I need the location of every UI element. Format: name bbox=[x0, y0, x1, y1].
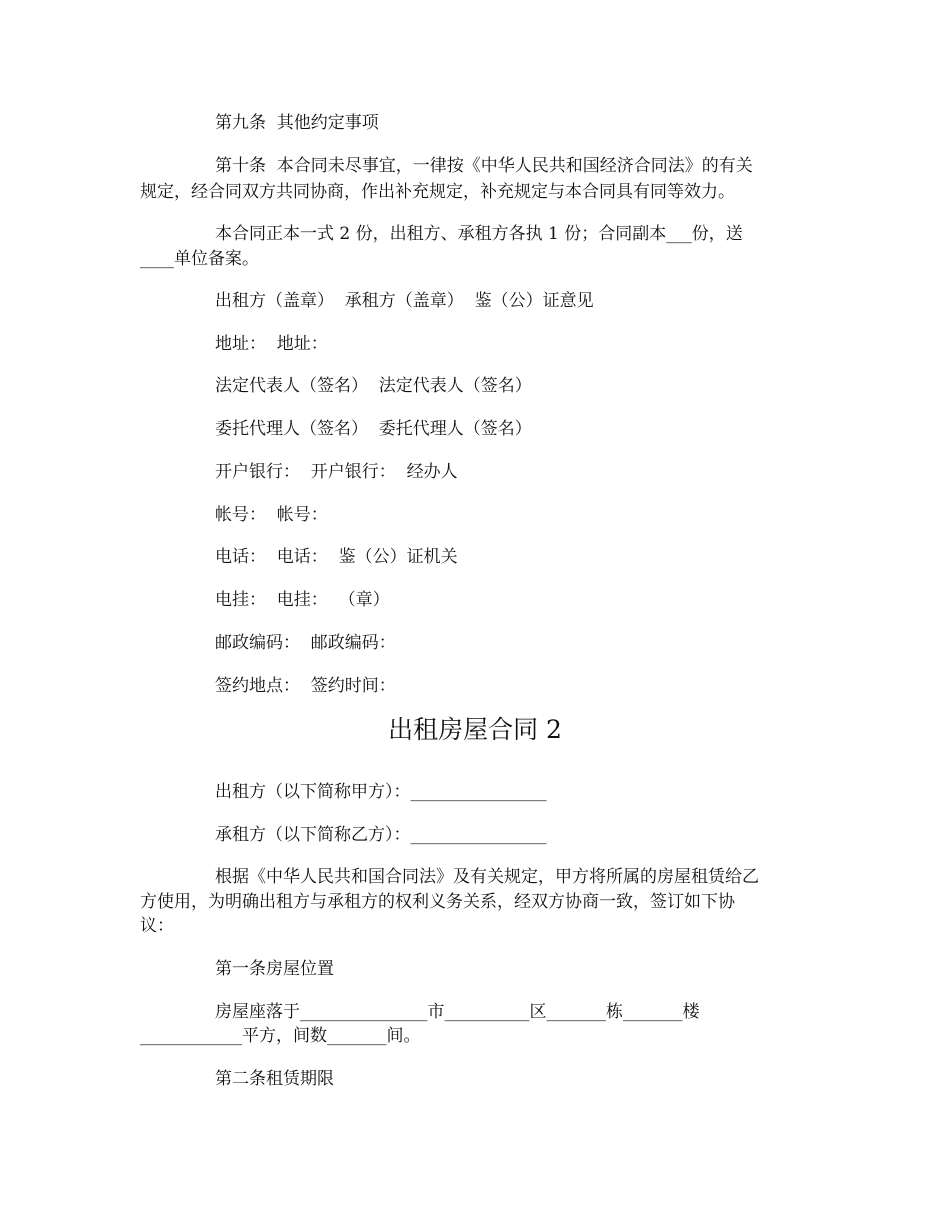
article-2-heading: 第二条租赁期限 bbox=[215, 1069, 334, 1089]
preamble-line-2: 方使用，为明确出租方与承租方的权利义务关系，经双方协商一致，签订如下协 bbox=[140, 892, 735, 912]
contract-2-title: 出租房屋合同 2 bbox=[388, 715, 562, 744]
telegram-line: 电挂： 电挂： （章） bbox=[215, 590, 390, 610]
article-1-heading: 第一条房屋位置 bbox=[215, 959, 334, 979]
address-line: 地址： 地址： bbox=[215, 334, 328, 354]
phone-line: 电话： 电话： 鉴（公）证机关 bbox=[215, 547, 458, 567]
signing-place-line: 签约地点： 签约时间： bbox=[215, 676, 396, 696]
account-line: 帐号： 帐号： bbox=[215, 505, 328, 525]
postal-code-line: 邮政编码： 邮政编码： bbox=[215, 633, 396, 653]
copies-line-1: 本合同正本一式 2 份，出租方、承租方各执 1 份；合同副本___份，送 bbox=[215, 224, 743, 244]
lessor-line: 出租方（以下简称甲方）：________________ bbox=[215, 782, 547, 802]
article-9-heading: 第九条 其他约定事项 bbox=[215, 113, 379, 133]
location-line-1: 房屋座落于_______________市__________区_______栋_______楼 bbox=[215, 1002, 700, 1022]
preamble-line-1: 根据《中华人民共和国合同法》及有关规定，甲方将所属的房屋租赁给乙 bbox=[215, 867, 759, 887]
preamble-line-3: 议： bbox=[140, 916, 174, 936]
copies-line-2: ____单位备案。 bbox=[140, 249, 259, 269]
bank-line: 开户银行： 开户银行： 经办人 bbox=[215, 462, 458, 482]
authorized-agent-line: 委托代理人（签名） 委托代理人（签名） bbox=[215, 419, 532, 439]
article-10-line-1: 第十条 本合同未尽事宜，一律按《中华人民共和国经济合同法》的有关 bbox=[215, 156, 753, 176]
location-line-2: ____________平方，间数_______间。 bbox=[140, 1026, 421, 1046]
article-10-line-2: 规定，经合同双方共同协商，作出补充规定，补充规定与本合同具有同等效力。 bbox=[140, 182, 735, 202]
legal-representative-line: 法定代表人（签名） 法定代表人（签名） bbox=[215, 376, 532, 396]
signature-parties-line: 出租方（盖章） 承租方（盖章） 鉴（公）证意见 bbox=[215, 291, 594, 311]
lessee-line: 承租方（以下简称乙方）：________________ bbox=[215, 825, 547, 845]
